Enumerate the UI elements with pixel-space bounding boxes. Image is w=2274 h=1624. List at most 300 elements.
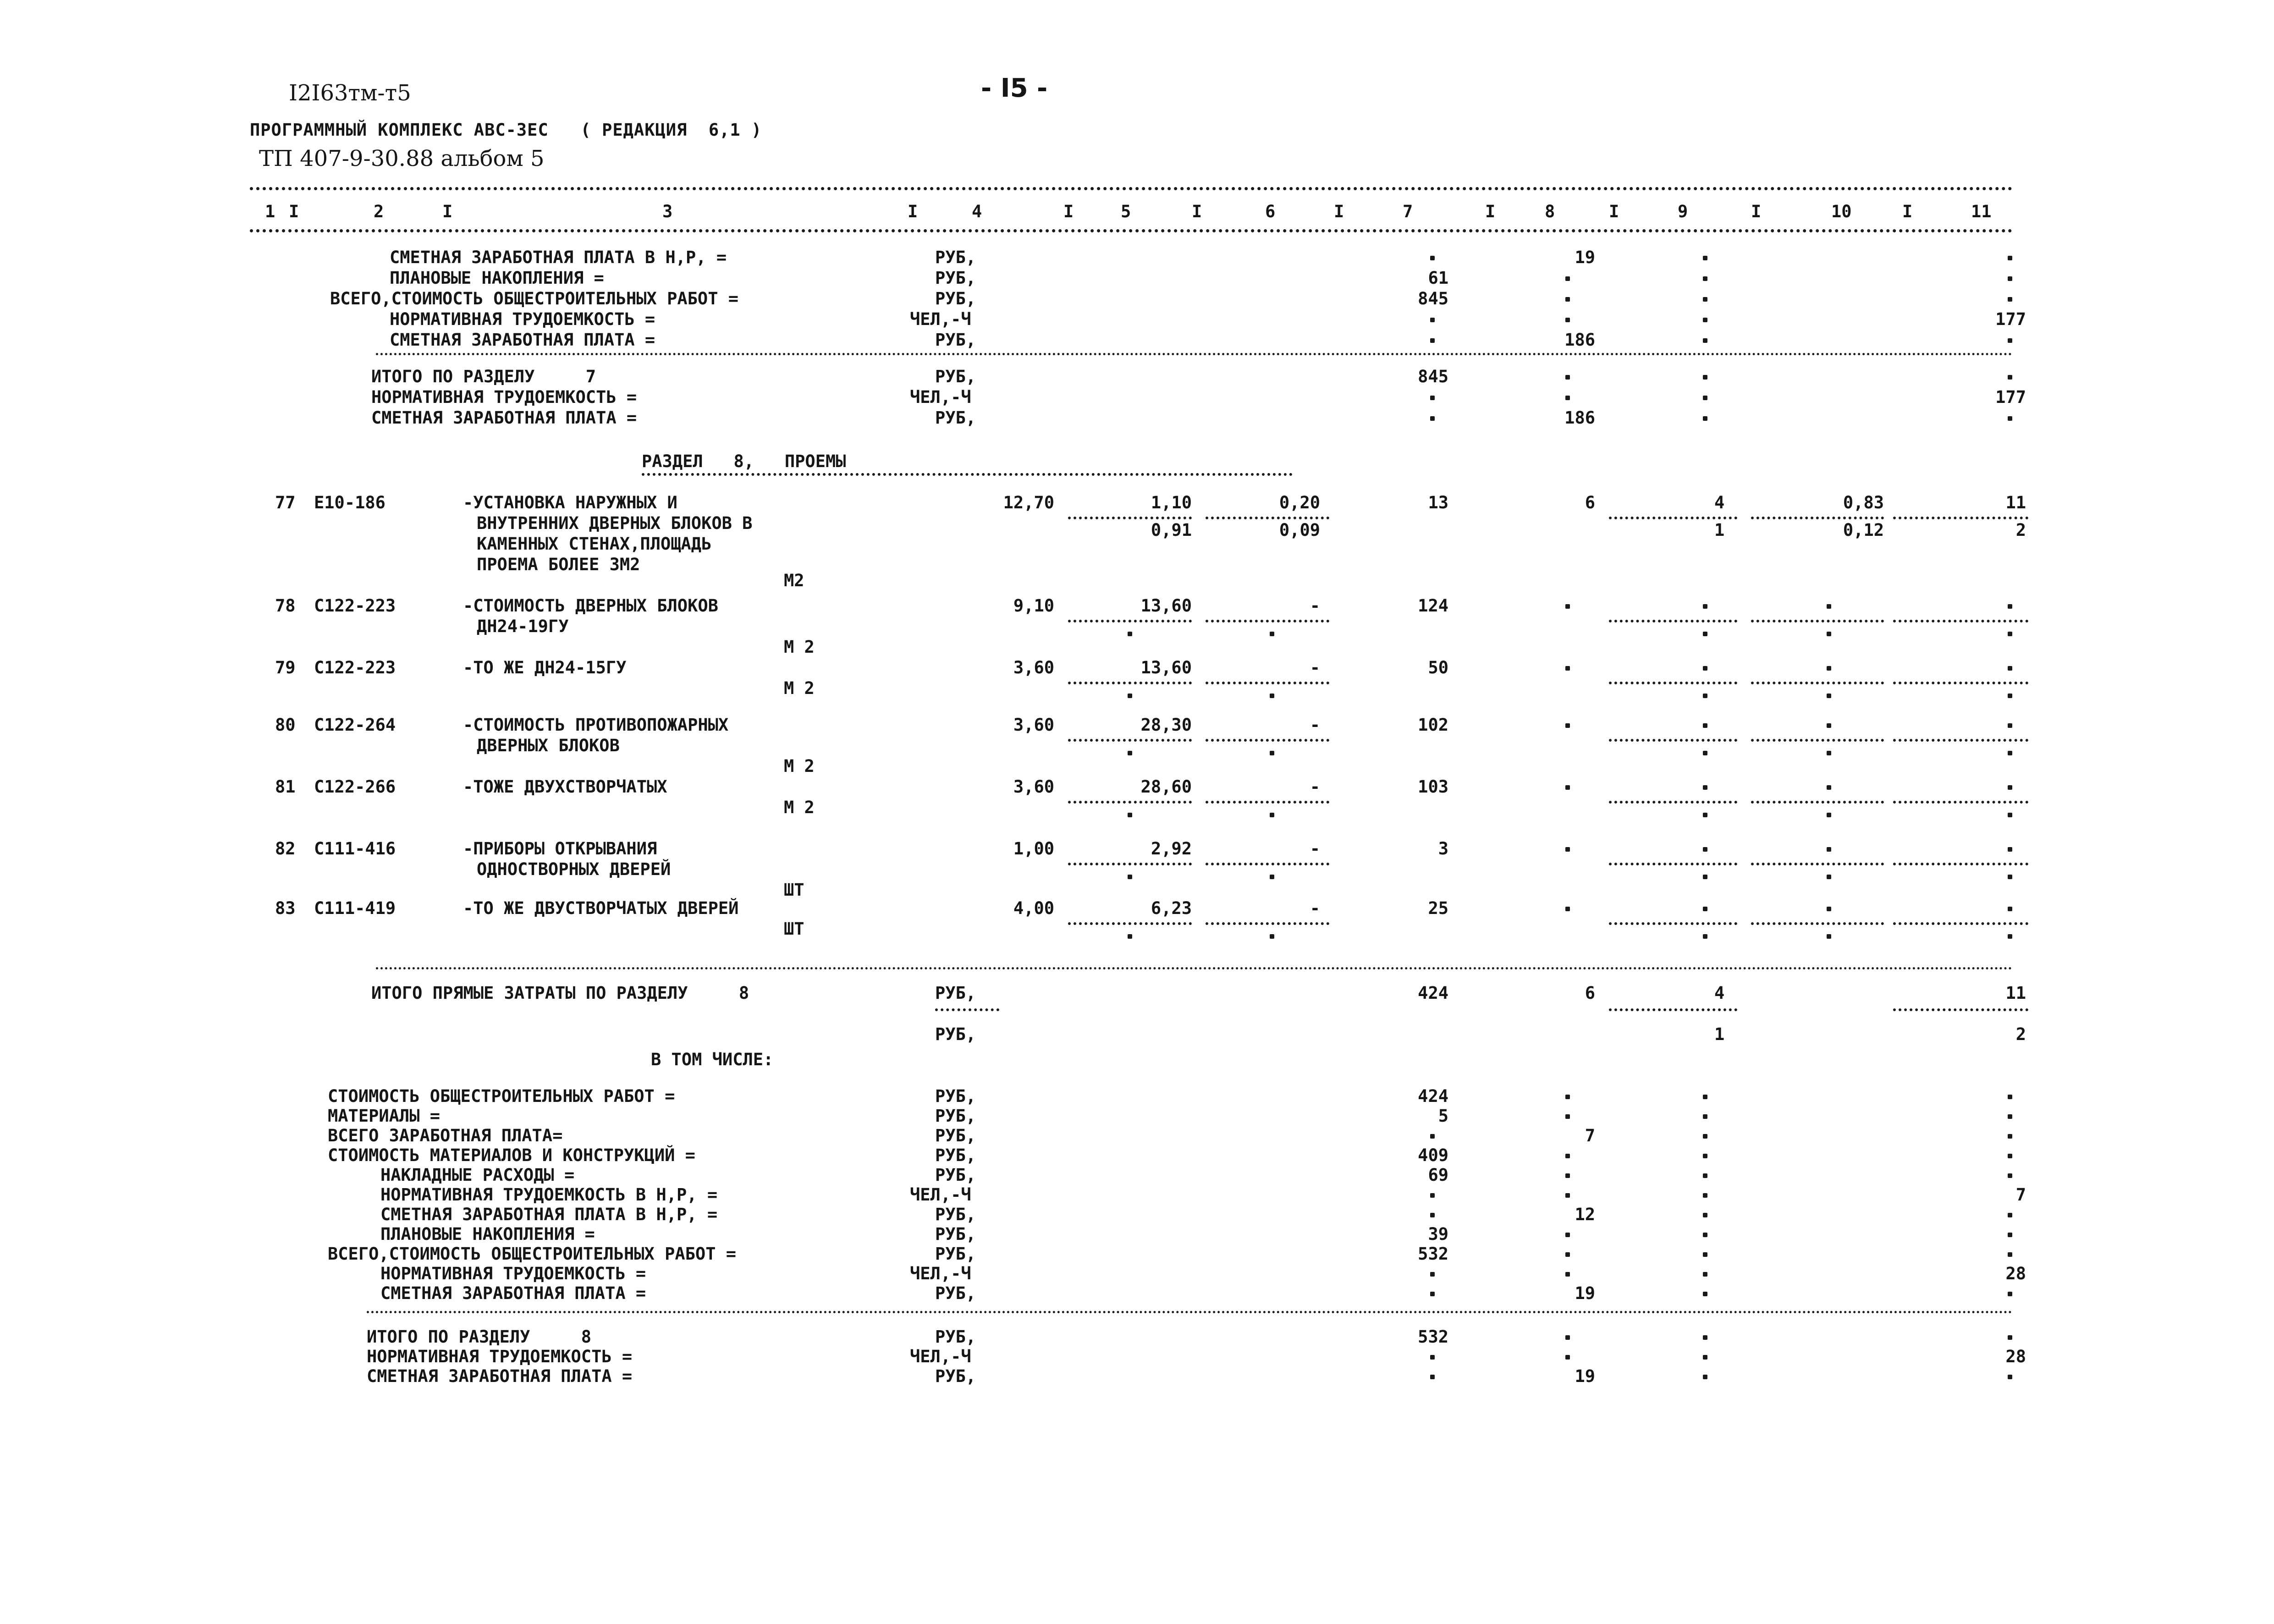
item-description: ПРОЕМА БОЛЕЕ 3М2: [477, 555, 640, 574]
section8-row-label: ПЛАНОВЫЕ НАКОПЛЕНИЯ =: [380, 1224, 595, 1244]
column-separator: I: [1751, 202, 1762, 221]
leader-dot: [1565, 318, 1570, 322]
leader-dot: [1565, 785, 1570, 790]
section8-row-label: СТОИМОСТЬ ОБЩЕСТРОИТЕЛЬНЫХ РАБОТ =: [328, 1086, 675, 1106]
album-line: ТП 407-9-30.88 альбом 5: [259, 146, 545, 171]
section7-row-label: СМЕТНАЯ ЗАРАБОТНАЯ ПЛАТА В Н,Р, =: [390, 248, 727, 267]
column-subrule: [1609, 682, 1737, 684]
leader-dot: [1270, 813, 1274, 817]
column-subrule: [1751, 922, 1884, 925]
item-number: 79: [275, 658, 296, 677]
column-subrule: [1206, 739, 1329, 742]
section8-row-unit: ЧЕЛ,-Ч: [910, 1264, 971, 1283]
section8-row-label: СМЕТНАЯ ЗАРАБОТНАЯ ПЛАТА =: [380, 1283, 646, 1303]
leader-dot: [1703, 1252, 1707, 1257]
section7-row-unit: РУБ,: [935, 268, 976, 288]
direct-total-col11-sub: 2: [2015, 1024, 2026, 1044]
section7-total-col11: 177: [1995, 387, 2026, 407]
column-subrule: [1609, 739, 1737, 742]
leader-dot: [1128, 751, 1132, 755]
leader-dot: [1565, 723, 1570, 728]
item-col7-total: 13: [1428, 493, 1448, 512]
column-subrule: [1751, 863, 1884, 865]
item-description: -УСТАНОВКА НАРУЖНЫХ И: [463, 493, 677, 512]
section8-title-underline: [642, 473, 1293, 476]
leader-dot: [1703, 396, 1707, 400]
direct-total-col9-sub: 1: [1714, 1024, 1725, 1044]
leader-dot: [2008, 875, 2012, 879]
leader-dot: [1827, 694, 1831, 698]
section8-total-unit: ЧЕЛ,-Ч: [910, 1347, 971, 1366]
item-description: ДВЕРНЫХ БЛОКОВ: [477, 736, 620, 755]
item-col5-price: 2,92: [1151, 839, 1192, 859]
item-code: С111-416: [314, 839, 396, 859]
item-description: -СТОИМОСТЬ ПРОТИВОПОЖАРНЫХ: [463, 715, 729, 735]
section7-total-unit: РУБ,: [935, 408, 976, 428]
leader-dot: [2008, 338, 2012, 343]
leader-dot: [2008, 276, 2012, 281]
section8-total-unit: РУБ,: [935, 1327, 976, 1347]
leader-dot: [1565, 297, 1570, 302]
leader-dot: [1827, 875, 1831, 879]
column-subrule: [1068, 863, 1192, 865]
section8-row-col11: 7: [2015, 1185, 2026, 1205]
section8-total-col7: 532: [1418, 1327, 1448, 1347]
leader-dot: [1270, 632, 1274, 636]
section8-row-label: НОРМАТИВНАЯ ТРУДОЕМКОСТЬ В Н,Р, =: [380, 1185, 718, 1205]
leader-dot: [1565, 1233, 1570, 1237]
leader-dot: [1703, 276, 1707, 281]
section8-row-col8: 19: [1575, 1283, 1595, 1303]
leader-dot: [1703, 1335, 1707, 1340]
item-col5-price: 6,23: [1151, 898, 1192, 918]
column-subrule: [1893, 1008, 2028, 1011]
item-unit: ШТ: [784, 880, 804, 900]
item-description: ВНУТРЕННИХ ДВЕРНЫХ БЛОКОВ В: [477, 513, 753, 533]
item-number: 81: [275, 777, 296, 797]
leader-dot: [1565, 666, 1570, 671]
item-unit: М 2: [784, 798, 815, 817]
column-separator: I: [1063, 202, 1074, 221]
item-unit: М 2: [784, 756, 815, 776]
leader-dot: [1827, 666, 1831, 671]
item-col4-quantity: 9,10: [1013, 596, 1054, 616]
column-subrule: [1893, 801, 2028, 804]
section8-total-label: НОРМАТИВНАЯ ТРУДОЕМКОСТЬ =: [367, 1347, 633, 1366]
column-subrule: [1893, 682, 2028, 684]
item-col4-quantity: 3,60: [1013, 715, 1054, 735]
leader-dot: [2008, 1292, 2012, 1296]
item-col5-price: 13,60: [1140, 658, 1192, 677]
leader-dot: [1430, 416, 1435, 421]
leader-dot: [1703, 875, 1707, 879]
section8-total-col8: 19: [1575, 1366, 1595, 1386]
column-subrule: [1609, 922, 1737, 925]
leader-dot: [1565, 847, 1570, 852]
leader-dot: [1827, 604, 1831, 609]
section8-row-label: НОРМАТИВНАЯ ТРУДОЕМКОСТЬ =: [380, 1264, 646, 1283]
leader-dot: [1703, 256, 1707, 260]
item-col5-price: 13,60: [1140, 596, 1192, 616]
item-col6: -: [1310, 839, 1320, 859]
section7-total-label: НОРМАТИВНАЯ ТРУДОЕМКОСТЬ =: [371, 387, 637, 407]
direct-total-unit: РУБ,: [935, 983, 976, 1003]
leader-dot: [1703, 1272, 1707, 1277]
leader-dot: [1430, 318, 1435, 322]
section8-row-unit: РУБ,: [935, 1165, 976, 1185]
section7-row-label: ПЛАНОВЫЕ НАКОПЛЕНИЯ =: [390, 268, 604, 288]
leader-dot: [1270, 875, 1274, 879]
leader-dot: [1703, 1154, 1707, 1158]
item-col7-total: 124: [1418, 596, 1448, 616]
column-separator: I: [908, 202, 918, 221]
section8-row-label: ВСЕГО,СТОИМОСТЬ ОБЩЕСТРОИТЕЛЬНЫХ РАБОТ =: [328, 1244, 737, 1264]
program-line: ПРОГРАММНЫЙ КОМПЛЕКС АВС-3ЕС ( РЕДАКЦИЯ 6,1 ): [250, 120, 762, 140]
leader-dot: [1430, 1375, 1435, 1379]
leader-dot: [2008, 934, 2012, 939]
leader-dot: [2008, 847, 2012, 852]
direct-total-col8: 6: [1585, 983, 1595, 1003]
leader-dot: [1703, 813, 1707, 817]
column-separator: I: [1902, 202, 1913, 221]
column-subrule: [1206, 922, 1329, 925]
section7-total-col8: 186: [1564, 408, 1595, 428]
item-col4-quantity: 4,00: [1013, 898, 1054, 918]
direct-total-col11: 11: [2005, 983, 2026, 1003]
leader-dot: [2008, 694, 2012, 698]
item-col7-total: 102: [1418, 715, 1448, 735]
section8-title: РАЗДЕЛ 8, ПРОЕМЫ: [642, 451, 846, 471]
leader-dot: [1703, 375, 1707, 380]
leader-dot: [1703, 751, 1707, 755]
leader-dot: [1430, 1134, 1435, 1139]
item-description: -ТОЖЕ ДВУХСТВОРЧАТЫХ: [463, 777, 667, 797]
item-col4-quantity: 3,60: [1013, 777, 1054, 797]
item-col4-quantity: 1,00: [1013, 839, 1054, 859]
column-separator: I: [442, 202, 453, 221]
item-col7-total: 50: [1428, 658, 1448, 677]
leader-dot: [1827, 751, 1831, 755]
leader-dot: [2008, 1134, 2012, 1139]
item-col5-price: 28,60: [1140, 777, 1192, 797]
leader-dot: [1565, 1252, 1570, 1257]
item-col7-total: 25: [1428, 898, 1448, 918]
column-subrule: [1893, 739, 2028, 742]
item-col8: 6: [1585, 493, 1595, 512]
section8-row-col11: 28: [2005, 1264, 2026, 1283]
leader-dot: [1430, 1272, 1435, 1277]
direct-total-col9: 4: [1714, 983, 1725, 1003]
item-description: -ТО ЖЕ ДН24-15ГУ: [463, 658, 627, 677]
section8-total-label: СМЕТНАЯ ЗАРАБОТНАЯ ПЛАТА =: [367, 1366, 633, 1386]
item-number: 78: [275, 596, 296, 616]
column-subrule: [1893, 863, 2028, 865]
leader-dot: [1827, 907, 1831, 911]
section8-row-col8: 7: [1585, 1126, 1595, 1145]
section7-total-label: ИТОГО ПО РАЗДЕЛУ 7: [371, 367, 596, 386]
section7-row-label: ВСЕГО,СТОИМОСТЬ ОБЩЕСТРОИТЕЛЬНЫХ РАБОТ =: [330, 289, 739, 308]
leader-dot: [1565, 1173, 1570, 1178]
item-code: С111-419: [314, 898, 396, 918]
item-description: ОДНОСТВОРНЫХ ДВЕРЕЙ: [477, 859, 671, 879]
section7-row-unit: ЧЕЛ,-Ч: [910, 309, 971, 329]
leader-dot: [1827, 723, 1831, 728]
section7-total-rule: [376, 353, 2013, 355]
item-code: С122-223: [314, 596, 396, 616]
leader-dot: [1565, 1095, 1570, 1099]
item-col6: 0,20: [1279, 493, 1320, 512]
column-subrule: [1751, 620, 1884, 622]
section8-row-col7: 424: [1418, 1086, 1448, 1106]
leader-dot: [1430, 396, 1435, 400]
leader-dot: [1128, 694, 1132, 698]
section8-row-col7: 39: [1428, 1224, 1448, 1244]
item-description: -СТОИМОСТЬ ДВЕРНЫХ БЛОКОВ: [463, 596, 718, 616]
column-number-4: 4: [972, 202, 982, 221]
leader-dot: [2008, 1095, 2012, 1099]
item-number: 82: [275, 839, 296, 859]
leader-dot: [1270, 934, 1274, 939]
leader-dot: [1430, 338, 1435, 343]
section8-row-label: СМЕТНАЯ ЗАРАБОТНАЯ ПЛАТА В Н,Р, =: [380, 1205, 718, 1224]
item-col5-sub: 0,91: [1151, 520, 1192, 540]
leader-dot: [1565, 1272, 1570, 1277]
item-col4-quantity: 3,60: [1013, 658, 1054, 677]
column-subrule: [1068, 801, 1192, 804]
column-subrule: [935, 1008, 999, 1011]
leader-dot: [1128, 813, 1132, 817]
leader-dot: [1827, 785, 1831, 790]
section8-row-label: НАКЛАДНЫЕ РАСХОДЫ =: [380, 1165, 575, 1185]
leader-dot: [1703, 1233, 1707, 1237]
section7-total-label: СМЕТНАЯ ЗАРАБОТНАЯ ПЛАТА =: [371, 408, 637, 428]
item-col5-price: 28,30: [1140, 715, 1192, 735]
leader-dot: [1565, 1335, 1570, 1340]
leader-dot: [1565, 276, 1570, 281]
item-col6-sub: 0,09: [1279, 520, 1320, 540]
section7-row-col8: 186: [1564, 330, 1595, 350]
column-subrule: [1206, 682, 1329, 684]
leader-dot: [1703, 1193, 1707, 1198]
item-col11-sub: 2: [2015, 520, 2026, 540]
column-number-2: 2: [374, 202, 384, 221]
section8-row-unit: РУБ,: [935, 1126, 976, 1145]
column-number-11: 11: [1971, 202, 1992, 221]
item-col9: 4: [1714, 493, 1725, 512]
column-number-3: 3: [662, 202, 673, 221]
column-subrule: [1068, 922, 1192, 925]
column-number-6: 6: [1265, 202, 1276, 221]
section8-row-unit: РУБ,: [935, 1086, 976, 1106]
leader-dot: [1703, 297, 1707, 302]
section8-row-label: СТОИМОСТЬ МАТЕРИАЛОВ И КОНСТРУКЦИЙ =: [328, 1145, 695, 1165]
column-subrule: [1893, 620, 2028, 622]
page-number: - I5 -: [981, 73, 1048, 103]
leader-dot: [2008, 785, 2012, 790]
leader-dot: [1430, 1292, 1435, 1296]
column-subrule: [1609, 620, 1737, 622]
item-col4-quantity: 12,70: [1003, 493, 1054, 512]
section7-row-label: НОРМАТИВНАЯ ТРУДОЕМКОСТЬ =: [390, 309, 655, 329]
column-separator: I: [1192, 202, 1202, 221]
column-separator: I: [1334, 202, 1344, 221]
including-heading: В ТОМ ЧИСЛЕ:: [651, 1050, 774, 1069]
leader-dot: [2008, 1114, 2012, 1119]
item-number: 77: [275, 493, 296, 512]
item-col11: 11: [2005, 493, 2026, 512]
item-number: 80: [275, 715, 296, 735]
column-subrule: [1068, 682, 1192, 684]
leader-dot: [1128, 875, 1132, 879]
direct-total-unit-2: РУБ,: [935, 1024, 976, 1044]
leader-dot: [1703, 416, 1707, 421]
section7-row-unit: РУБ,: [935, 330, 976, 350]
section7-total-unit: РУБ,: [935, 367, 976, 386]
leader-dot: [1703, 785, 1707, 790]
column-subrule: [1609, 863, 1737, 865]
section8-row-unit: РУБ,: [935, 1283, 976, 1303]
leader-dot: [1128, 934, 1132, 939]
column-subrule: [1609, 801, 1737, 804]
column-subrule: [1206, 801, 1329, 804]
leader-dot: [2008, 751, 2012, 755]
section8-row-unit: РУБ,: [935, 1224, 976, 1244]
leader-dot: [2008, 1233, 2012, 1237]
item-description: -ПРИБОРЫ ОТКРЫВАНИЯ: [463, 839, 657, 859]
item-number: 83: [275, 898, 296, 918]
section8-row-col7: 5: [1438, 1106, 1448, 1126]
item-col10-sub: 0,12: [1843, 520, 1884, 540]
section7-row-col11: 177: [1995, 309, 2026, 329]
table-top-rule: [250, 187, 2013, 190]
section8-row-unit: РУБ,: [935, 1145, 976, 1165]
section8-total-col11: 28: [2005, 1347, 2026, 1366]
item-unit: М 2: [784, 678, 815, 698]
leader-dot: [1827, 934, 1831, 939]
column-subrule: [1068, 620, 1192, 622]
leader-dot: [1430, 1213, 1435, 1217]
leader-dot: [1270, 751, 1274, 755]
column-subrule: [1893, 922, 2028, 925]
section8-row-unit: РУБ,: [935, 1244, 976, 1264]
leader-dot: [1703, 723, 1707, 728]
item-col9-sub: 1: [1714, 520, 1725, 540]
column-subrule: [1206, 620, 1329, 622]
leader-dot: [2008, 297, 2012, 302]
section8-row-label: ВСЕГО ЗАРАБОТНАЯ ПЛАТА=: [328, 1126, 563, 1145]
item-col6: -: [1310, 715, 1320, 735]
column-subrule: [1068, 739, 1192, 742]
leader-dot: [2008, 632, 2012, 636]
leader-dot: [1827, 847, 1831, 852]
section7-total-col7: 845: [1418, 367, 1448, 386]
leader-dot: [2008, 907, 2012, 911]
section8-direct-total-rule: [376, 967, 2013, 969]
section8-row-col8: 12: [1575, 1205, 1595, 1224]
leader-dot: [1128, 632, 1132, 636]
leader-dot: [1565, 907, 1570, 911]
leader-dot: [1565, 1193, 1570, 1198]
section8-total-unit: РУБ,: [935, 1366, 976, 1386]
leader-dot: [2008, 1213, 2012, 1217]
section8-row-unit: РУБ,: [935, 1205, 976, 1224]
leader-dot: [1703, 1173, 1707, 1178]
item-col6: -: [1310, 596, 1320, 616]
leader-dot: [1703, 934, 1707, 939]
leader-dot: [1827, 813, 1831, 817]
document-code: I2I63тм-т5: [289, 80, 411, 106]
leader-dot: [2008, 256, 2012, 260]
section8-row-col7: 69: [1428, 1165, 1448, 1185]
leader-dot: [1430, 256, 1435, 260]
item-code: Е10-186: [314, 493, 385, 512]
leader-dot: [1703, 318, 1707, 322]
column-subrule: [1751, 739, 1884, 742]
item-unit: М 2: [784, 637, 815, 657]
column-subrule: [1609, 1008, 1737, 1011]
leader-dot: [1430, 1355, 1435, 1360]
leader-dot: [2008, 1252, 2012, 1257]
column-number-10: 10: [1831, 202, 1852, 221]
leader-dot: [1703, 1134, 1707, 1139]
column-subrule: [1609, 517, 1737, 519]
item-description: ДН24-19ГУ: [477, 617, 569, 636]
item-unit: М2: [784, 571, 804, 590]
leader-dot: [1827, 632, 1831, 636]
leader-dot: [1703, 1114, 1707, 1119]
item-code: С122-264: [314, 715, 396, 735]
leader-dot: [2008, 416, 2012, 421]
leader-dot: [1703, 1213, 1707, 1217]
column-subrule: [1068, 517, 1192, 519]
leader-dot: [2008, 813, 2012, 817]
leader-dot: [1703, 1355, 1707, 1360]
section7-row-unit: РУБ,: [935, 289, 976, 308]
section7-row-col8: 19: [1575, 248, 1595, 267]
column-subrule: [1206, 517, 1329, 519]
section7-row-col7: 845: [1418, 289, 1448, 308]
section7-row-label: СМЕТНАЯ ЗАРАБОТНАЯ ПЛАТА =: [390, 330, 655, 350]
column-number-9: 9: [1678, 202, 1688, 221]
leader-dot: [1565, 1114, 1570, 1119]
column-number-1: 1: [265, 202, 275, 221]
leader-dot: [1270, 694, 1274, 698]
column-separator: I: [1485, 202, 1496, 221]
direct-total-label: ИТОГО ПРЯМЫЕ ЗАТРАТЫ ПО РАЗДЕЛУ 8: [371, 983, 749, 1003]
column-number-7: 7: [1403, 202, 1413, 221]
leader-dot: [2008, 1335, 2012, 1340]
section8-row-label: МАТЕРИАЛЫ =: [328, 1106, 440, 1126]
section7-row-unit: РУБ,: [935, 248, 976, 267]
leader-dot: [1565, 1355, 1570, 1360]
leader-dot: [1565, 396, 1570, 400]
section7-row-col7: 61: [1428, 268, 1448, 288]
section8-total-label: ИТОГО ПО РАЗДЕЛУ 8: [367, 1327, 592, 1347]
leader-dot: [1703, 632, 1707, 636]
leader-dot: [2008, 1173, 2012, 1178]
column-number-8: 8: [1545, 202, 1555, 221]
item-col6: -: [1310, 777, 1320, 797]
column-subrule: [1751, 801, 1884, 804]
item-col7-total: 103: [1418, 777, 1448, 797]
leader-dot: [2008, 604, 2012, 609]
leader-dot: [1703, 847, 1707, 852]
leader-dot: [1430, 1193, 1435, 1198]
direct-total-col7: 424: [1418, 983, 1448, 1003]
item-description: КАМЕННЫХ СТЕНАХ,ПЛОЩАДЬ: [477, 534, 712, 554]
leader-dot: [1703, 1375, 1707, 1379]
item-code: С122-266: [314, 777, 396, 797]
